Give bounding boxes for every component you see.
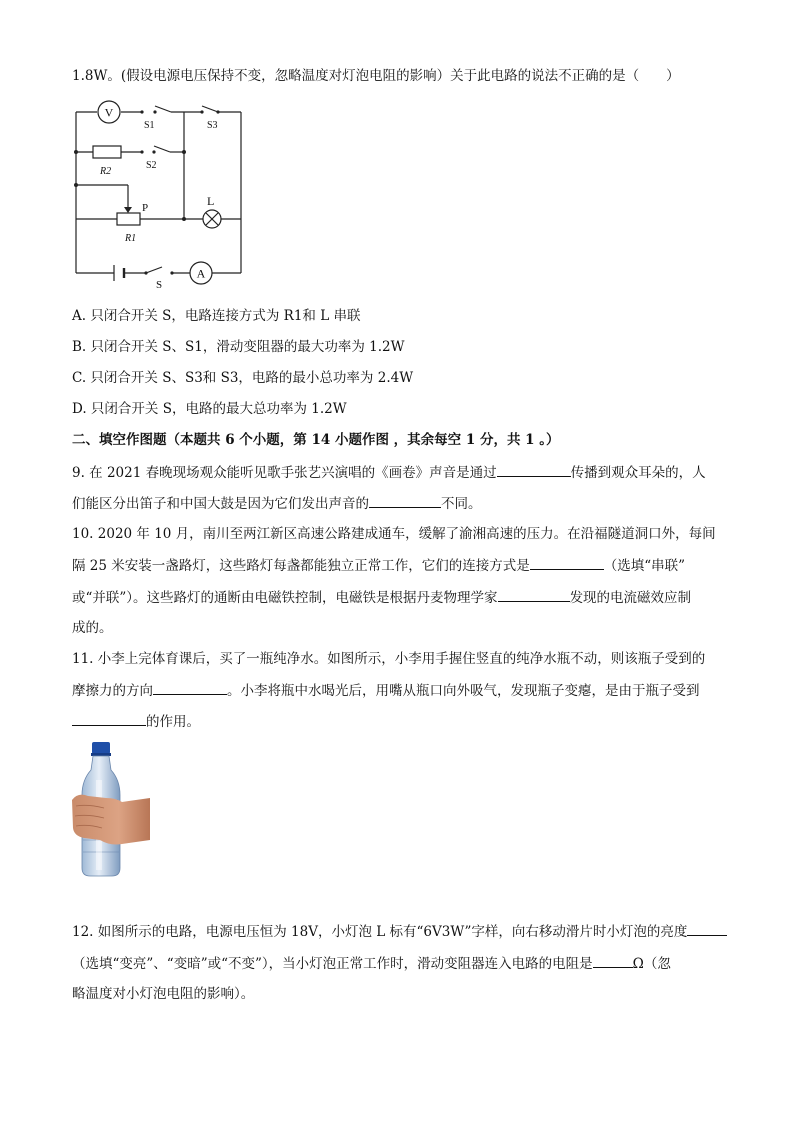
switch-s2-label: S2 <box>146 160 157 171</box>
q12-line-1 <box>72 921 727 942</box>
q11-text-3b: 的作用。 <box>146 714 200 730</box>
q10-blank-1 <box>530 555 604 570</box>
switch-s1-label: S1 <box>144 120 155 131</box>
q10-line-2 <box>72 555 685 576</box>
q10-blank-2 <box>498 587 570 602</box>
option-d: D. 只闭合开关 S，电路的最大总功率为 1.2W <box>72 401 347 417</box>
q12-text-2b: Ω（忽 <box>632 956 671 972</box>
section-2-title: 二、填空作图题（本题共 6 个小题，第 14 小题作图 ，其余每空 1 分，共 1 。） <box>72 432 560 448</box>
q11-line-3 <box>72 711 200 732</box>
option-a: A. 只闭合开关 S，电路连接方式为 R1和 L 串联 <box>72 308 361 324</box>
q10-line-1: 10. 2020 年 10 月，南川至两江新区高速公路建成通车，缓解了渝湘高速的压力。在沿福隧道洞口外，每间 <box>72 526 716 542</box>
q9-blank-2 <box>369 493 441 508</box>
q12-text-1a: 12. 如图所示的电路，电源电压恒为 18V，小灯泡 L 标有“6V3W”字样，向右移动滑片时小灯泡的亮度 <box>72 924 688 940</box>
q12-blank-2 <box>593 953 633 968</box>
q11-blank-2 <box>72 711 146 726</box>
circuit-diagram <box>60 95 260 295</box>
lamp-label: L <box>207 194 215 208</box>
water-bottle-hand-image <box>70 740 150 878</box>
q9-text-1a: 9. 在 2021 春晚现场观众能听见歌手张艺兴演唱的《画卷》声音是通过 <box>72 465 497 481</box>
q10-line-3 <box>72 587 691 608</box>
slider-label: P <box>142 202 149 214</box>
q11-line-1: 11. 小李上完体育课后，买了一瓶纯净水。如图所示，小李用手握住竖直的纯净水瓶不动，则该瓶子受到的 <box>72 651 706 667</box>
q12-line-3: 略温度对小灯泡电阻的影响）。 <box>72 986 255 1002</box>
q10-text-3b: 发现的电流磁效应制 <box>569 590 692 606</box>
switch-s3-label: S3 <box>207 120 218 131</box>
switch-s-label: S <box>156 279 163 291</box>
q12-blank-1 <box>687 921 727 936</box>
q9-text-2a: 们能区分出笛子和中国大鼓是因为它们发出声音的 <box>72 496 369 512</box>
option-c: C. 只闭合开关 S、S3和 S3，电路的最小总功率为 2.4W <box>72 370 414 386</box>
q9-line-1 <box>72 462 706 483</box>
bottle-cap <box>92 742 110 754</box>
voltmeter-label: V <box>104 105 114 120</box>
q9-line-2 <box>72 493 482 514</box>
q9-text-1b: 传播到观众耳朵的，人 <box>570 465 706 481</box>
q11-text-2b: 。小李将瓶中水喝光后，用嘴从瓶口向外吸气，发现瓶子变瘪，是由于瓶子受到 <box>227 683 700 699</box>
q12-text-2a: （选填“变亮”、“变暗”或“不变”），当小灯泡正常工作时，滑动变阻器连入电路的电阻是 <box>72 956 593 972</box>
q8-intro: 1.8W。(假设电源电压保持不变，忽略温度对灯泡电阻的影响）关于此电路的说法不正确的是（ ） <box>72 68 680 84</box>
q11-line-2 <box>72 680 700 701</box>
resistor-r1-label: R1 <box>125 233 137 244</box>
q10-text-3a: 或“并联”）。这些路灯的通断由电磁铁控制，电磁铁是根据丹麦物理学家 <box>72 590 498 606</box>
q10-text-2b: （选填“串联” <box>603 558 686 574</box>
hand <box>72 795 150 845</box>
q10-line-4: 成的。 <box>72 620 113 636</box>
q11-text-2a: 摩擦力的方向 <box>72 683 153 699</box>
q11-blank-1 <box>153 680 227 695</box>
option-b: B. 只闭合开关 S、S1，滑动变阻器的最大功率为 1.2W <box>72 339 405 355</box>
resistor-r2-label: R2 <box>100 166 112 177</box>
q10-text-2a: 隔 25 米安装一盏路灯，这些路灯每盏都能独立正常工作，它们的连接方式是 <box>72 558 530 574</box>
q12-line-2 <box>72 953 671 974</box>
ammeter-label: A <box>196 266 206 281</box>
q9-blank-1 <box>497 462 571 477</box>
q9-text-2b: 不同。 <box>441 496 482 512</box>
